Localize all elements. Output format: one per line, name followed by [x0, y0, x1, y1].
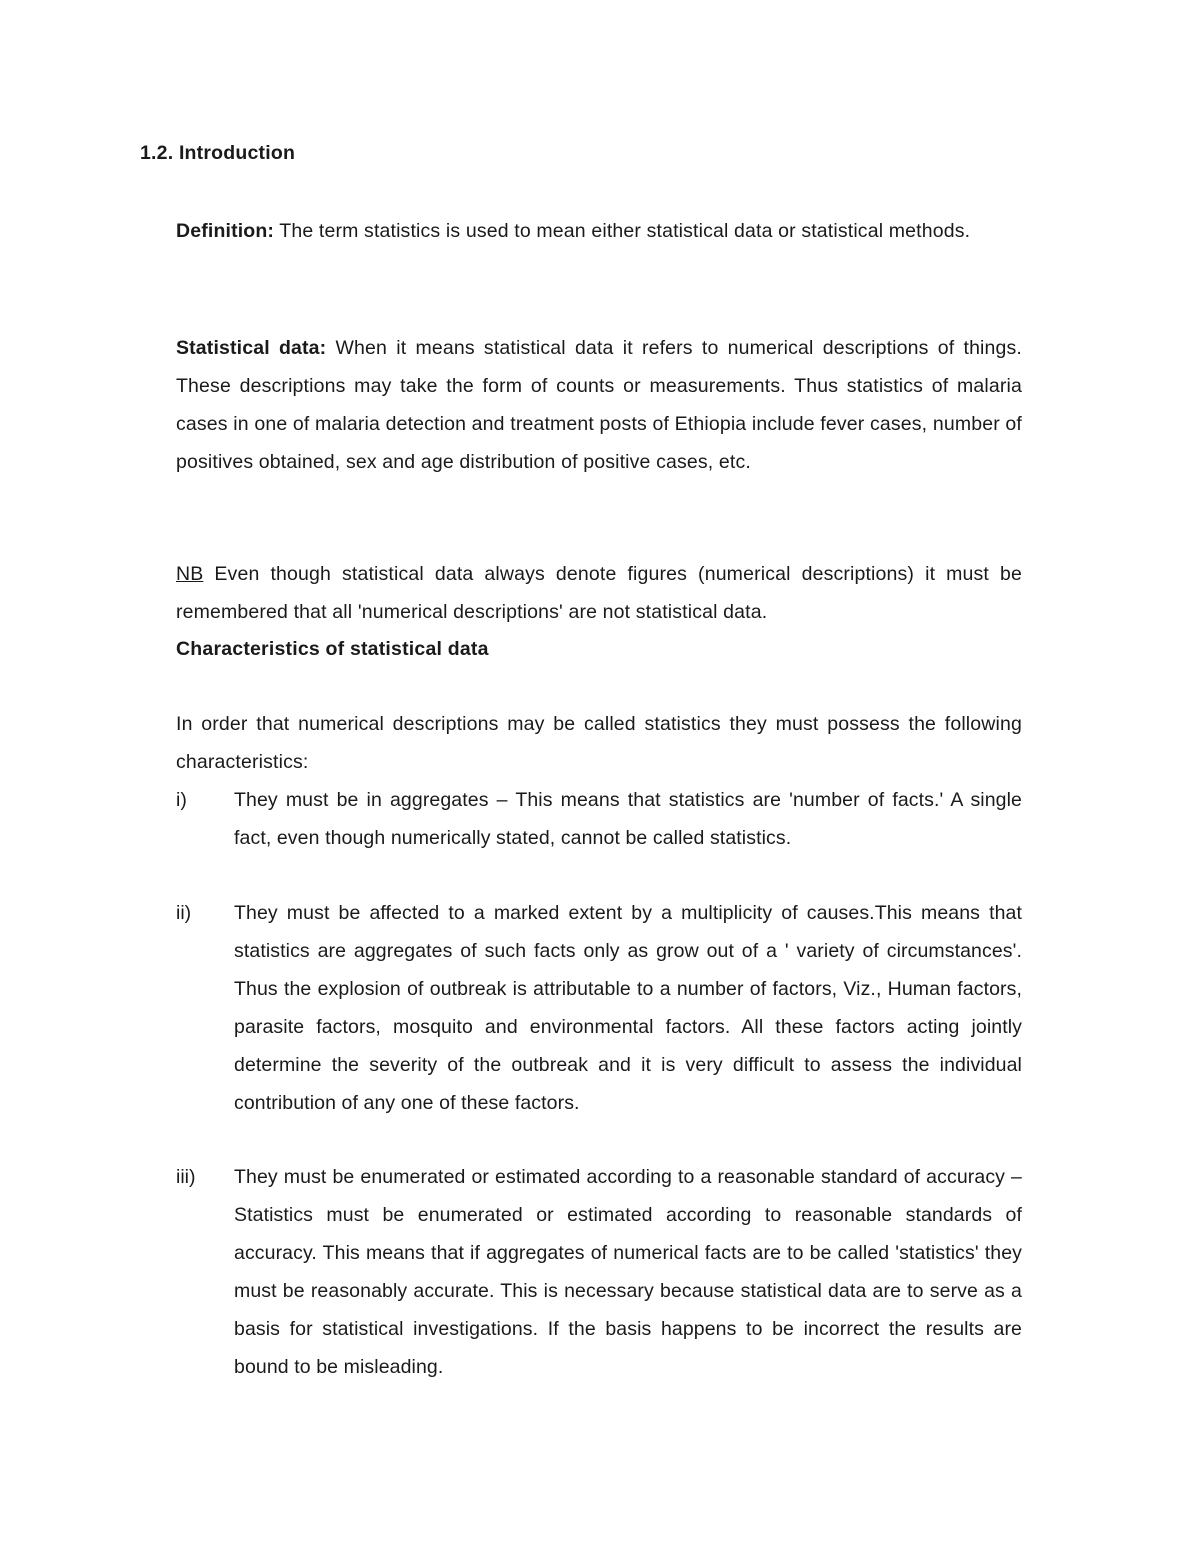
definition-label: Definition: [176, 220, 275, 242]
statistical-data-text: When it means statistical data it refers to numerical descriptions of things. These descriptions may take the form of counts or measurements. Thus statistics of malaria cases in one of malaria detection and treatment posts of Ethiopia include fever cases, number of positives obtained, sex and age distribution of positive cases, etc. [176, 337, 1022, 473]
section-heading: 1.2. Introduction [140, 142, 296, 164]
note-text: Even though statistical data always denote figures (numerical descriptions) it must be remembered that all 'numerical descriptions' are not statistical data. [176, 563, 1022, 623]
list-item-marker: ii) [176, 902, 192, 924]
list-item-marker: iii) [176, 1166, 196, 1188]
statistical-data-label: Statistical data: [176, 337, 327, 359]
note-label: NB [176, 563, 204, 585]
list-item-text: They must be enumerated or estimated according to a reasonable standard of accuracy – Statistics must be enumerated or estimated according to reasonable standards of accuracy. This means that if aggregates of numerical facts are to be called 'statistics' they must be reasonably accurate. This is necessary because statistical data are to serve as a basis for statistical investigations. If the basis happens to be incorrect the results are bound to be misleading. [234, 1166, 1022, 1378]
list-item-text: They must be in aggregates – This means that statistics are 'number of facts.' A single fact, even though numerically stated, cannot be called statistics. [234, 789, 1022, 849]
characteristics-heading: Characteristics of statistical data [176, 638, 489, 660]
list-item-marker: i) [176, 789, 187, 811]
definition-text: The term statistics is used to mean either statistical data or statistical methods. [274, 220, 971, 242]
note-paragraph [176, 555, 1022, 631]
characteristics-intro: In order that numerical descriptions may be called statistics they must possess the following characteristics: [176, 713, 1022, 773]
statistical-data-paragraph [176, 329, 1022, 481]
definition-paragraph [176, 212, 1022, 250]
list-item-text: They must be affected to a marked extent by a multiplicity of causes.This means that statistics are aggregates of such facts only as grow out of a ' variety of circumstances'. Thus the explosion of outbreak is attributable to a number of factors, Viz., Human factors, parasite factors, mosquito and environmental factors. All these factors acting jointly determine the severity of the outbreak and it is very difficult to assess the individual contribution of any one of these factors. [234, 902, 1022, 1114]
